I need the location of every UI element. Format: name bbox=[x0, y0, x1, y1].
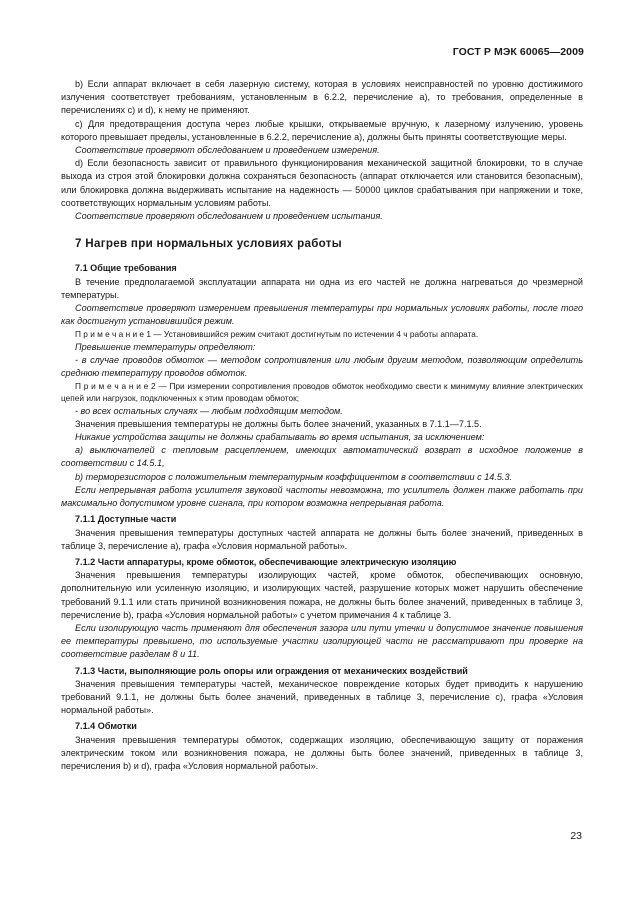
paragraph-item-d: d) Если безопасность зависит от правильного функционирования механической защитной блокировки, то в случае выхода из строя этой блокировки должна сохраняться безопасность (аппарат отключается или становится безопасным), или блокировка должна выдерживать испытание на надежность — 50000 циклов срабатывания при напряжении и токе, соответствующих нормальным условиям работы. bbox=[61, 158, 583, 208]
compliance-note: Соответствие проверяют измерением превышения температуры при нормальных условиях работы, после того как достигнут установившийся режим. bbox=[61, 303, 583, 327]
compliance-note: Соответствие проверяют обследованием и проведением испытания. bbox=[75, 211, 383, 222]
paragraph: Если изолирующую часть применяют для обеспечения зазора или пути утечки и допустимое значение повышения ее температуры превышено, то используемые участки изолирующей части не рассматривают при проверке на соответствие разделам 8 и 11. bbox=[61, 622, 583, 660]
list-item: b) терморезисторов с положительным температурным коэффициентом в соответствии с 14.5.3. bbox=[75, 471, 513, 482]
list-item: - в случае проводов обмоток — методом сопротивления или любым другим методом, позволяющим определить среднюю температуру проводов обмоток. bbox=[61, 354, 583, 379]
paragraph: Значения превышения температуры обмоток, содержащих изоляцию, обеспечивающую защиту от поражения электрическим током или возникновения пожара, не должны быть более значений, приведенных в таблице 3, перечисления b) и d), графа «Условия нормальной работы». bbox=[61, 734, 583, 771]
subsection-heading: 7.1.2 Части аппаратуры, кроме обмоток, обеспечивающие электрическую изоляцию bbox=[75, 556, 457, 567]
paragraph: Значения превышения температуры не должны быть более значений, указанных в 7.1.1—7.1.5. bbox=[75, 418, 482, 429]
note bbox=[61, 380, 583, 404]
subsection-heading: 7.1.4 Обмотки bbox=[75, 721, 137, 732]
paragraph: Значения превышения температуры доступных частей аппарата не должны быть более значений, приведенных в таблице 3, перечисление а), графа «Условия нормальной работы». bbox=[61, 527, 583, 551]
subsection-heading: 7.1.1 Доступные части bbox=[75, 514, 177, 525]
paragraph: В течение предполагаемой эксплуатации аппарата ни одна из его частей не должна нагреваться до чрезмерной температуры. bbox=[61, 276, 583, 300]
standard-header: ГОСТ Р МЭК 60065—2009 bbox=[452, 46, 584, 58]
list-item: - во всех остальных случаях — любым подходящим методом. bbox=[75, 405, 343, 416]
note-label: П р и м е ч а н и е 2 bbox=[75, 381, 156, 392]
paragraph: Значения превышения температуры частей, механическое повреждение которых будет приводить к нарушению требований 9.1.1, не должны быть более значений, приведенных в таблице 3, перечисление с), графа «Условия нормальной работы». bbox=[61, 678, 583, 716]
compliance-note: Соответствие проверяют обследованием и проведением измерения. bbox=[75, 145, 380, 156]
paragraph: Значения превышения температуры изолирующих частей, кроме обмоток, обеспечивающих основную, дополнительную или усиленную изоляцию, и изолирующих частей, разрушение которых может нарушить обеспечение требований 9.1.1 или стать причиной возникновения пожара, не должны быть более значений, приведенных в таблице 3, перечисление b), графа «Условия нормальной работы» с учетом примечания 4 к таблице 3. bbox=[61, 570, 583, 620]
subsection-heading: 7.1.3 Части, выполняющие роль опоры или ограждения от механических воздействий bbox=[75, 665, 468, 676]
section-heading: 7 Нагрев при нормальных условиях работы bbox=[75, 237, 342, 251]
note bbox=[61, 328, 583, 340]
document-body bbox=[61, 78, 583, 773]
paragraph-item-b: b) Если аппарат включает в себя лазерную систему, которая в условиях неисправностей по уровню достижимого излучения соответствует требованиям, установленным в 6.2.2, перечисление а), то требования, определенные в перечислениях с) и d), к нему не применяют. bbox=[61, 79, 583, 116]
paragraph-item-c: с) Для предотвращения доступа через любые крышки, открываемые вручную, к лазерному излучению, уровень которого превышает пределы, установленные в 6.2.2, перечисление а), должны быть приняты соответствующие меры. bbox=[61, 118, 583, 142]
paragraph: Превышение температуры определяют: bbox=[75, 341, 256, 352]
list-item: а) выключателей с тепловым расцеплением, имеющих автоматический возврат в исходное положение в соответствии с 14.5.1, bbox=[61, 445, 583, 469]
note-text: — При измерении сопротивления проводов обмоток необходимо свести к минимуму влияние электрических цепей или нагрузок, подключенных к этим проводам обмоток; bbox=[61, 381, 584, 404]
page-number: 23 bbox=[570, 830, 582, 842]
paragraph: Если непрерывная работа усилителя звуковой частоты невозможна, то усилитель должен также работать при максимально допустимом уровне сигнала, при котором возможна непрерывная работа. bbox=[61, 484, 583, 509]
note-label: П р и м е ч а н и е 1 bbox=[75, 329, 151, 340]
note-text: — Установившийся режим считают достигнутым по истечении 4 ч работы аппарата. bbox=[150, 329, 479, 340]
paragraph: Никакие устройства защиты не должны срабатывать во время испытания, за исключением: bbox=[75, 432, 485, 443]
subsection-heading: 7.1 Общие требования bbox=[75, 263, 177, 274]
